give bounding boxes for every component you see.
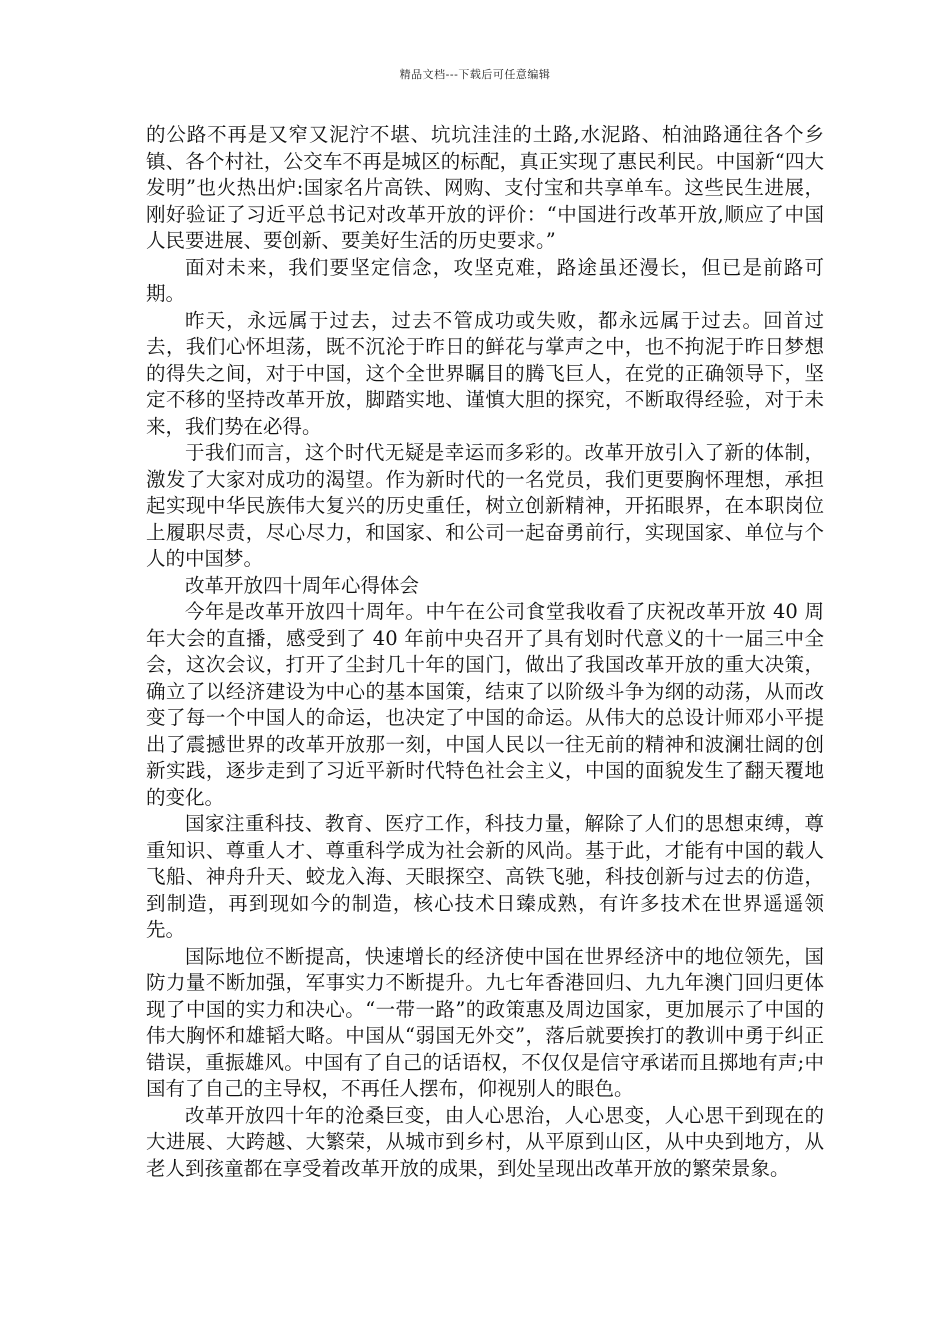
paragraph: 面对未来，我们要坚定信念，攻坚克难，路途虽还漫长，但已是前路可期。 (146, 255, 824, 305)
document-body (146, 122, 824, 1182)
paragraph: 改革开放四十年的沧桑巨变，由人心思治，人心思变，人心思干到现在的大进展、大跨越、大繁荣，从城市到乡村，从平原到山区，从中央到地方，从老人到孩童都在享受着改革开放的成果，到处呈现出改革开放的繁荣景象。 (146, 1103, 824, 1180)
paragraph: 国际地位不断提高，快速增长的经济使中国在世界经济中的地位领先，国防力量不断加强，军事实力不断提升。九七年香港回归、九九年澳门回归更体现了中国的实力和决心。“一带一路”的政策惠及周边国家，更加展示了中国的伟大胸怀和雄韬大略。中国从“弱国无外交”，落后就要挨打的教训中勇于纠正错误，重振雄风。中国有了自己的话语权，不仅仅是信守承诺而且掷地有声;中国有了自己的主导权，不再任人摆布，仰视别人的眼色。 (146, 944, 824, 1100)
page-header: 精品文档---下载后可任意编辑 (399, 68, 551, 81)
paragraph: 国家注重科技、教育、医疗工作，科技力量，解除了人们的思想束缚，尊重知识、尊重人才、尊重科学成为社会新的风尚。基于此，才能有中国的载人飞船、神舟升天、蛟龙入海、天眼探空、高铁飞驰，科技创新与过去的仿造，到制造，再到现如今的制造，核心技术日臻成熟，有许多技术在世界遥遥领先。 (146, 812, 824, 941)
section-title: 改革开放四十周年心得体会 (185, 573, 420, 597)
paragraph: 今年是改革开放四十周年。中午在公司食堂我收看了庆祝改革开放 40 周年大会的直播，感受到了 40 年前中央召开了具有划时代意义的十一届三中全会，这次会议，打开了尘封几十年的国门，做出了我国改革开放的重大决策，确立了以经济建设为中心的基本国策，结束了以阶级斗争为纲的动荡，从而改变了每一个中国人的命运，也决定了中国的命运。从伟大的总设计师邓小平提出了震撼世界的改革开放那一刻，中国人民以一往无前的精神和波澜壮阔的创新实践，逐步走到了习近平新时代特色社会主义，中国的面貌发生了翻天覆地的变化。 (146, 600, 824, 809)
paragraph: 昨天，永远属于过去，过去不管成功或失败，都永远属于过去。回首过去，我们心怀坦荡，既不沉沦于昨日的鲜花与掌声之中，也不拘泥于昨日梦想的得失之间，对于中国，这个全世界瞩目的腾飞巨人，在党的正确领导下，坚定不移的坚持改革开放，脚踏实地、谨慎大胆的探究，不断取得经验，对于未来，我们势在必得。 (146, 308, 824, 438)
paragraph: 于我们而言，这个时代无疑是幸运而多彩的。改革开放引入了新的体制，激发了大家对成功的渴望。作为新时代的一名党员，我们更要胸怀理想，承担起实现中华民族伟大复兴的历史重任，树立创新精神，开拓眼界，在本职岗位上履职尽责，尽心尽力，和国家、和公司一起奋勇前行，实现国家、单位与个人的中国梦。 (146, 441, 824, 570)
paragraph: 的公路不再是又窄又泥泞不堪、坑坑洼洼的土路,水泥路、柏油路通往各个乡镇、各个村社，公交车不再是城区的标配，真正实现了惠民利民。中国新“四大发明”也火热出炉:国家名片高铁、网购、支付宝和共享单车。这些民生进展，刚好验证了习近平总书记对改革开放的评价：“中国进行改革开放,顺应了中国人民要进展、要创新、要美好生活的历史要求。” (146, 123, 824, 252)
